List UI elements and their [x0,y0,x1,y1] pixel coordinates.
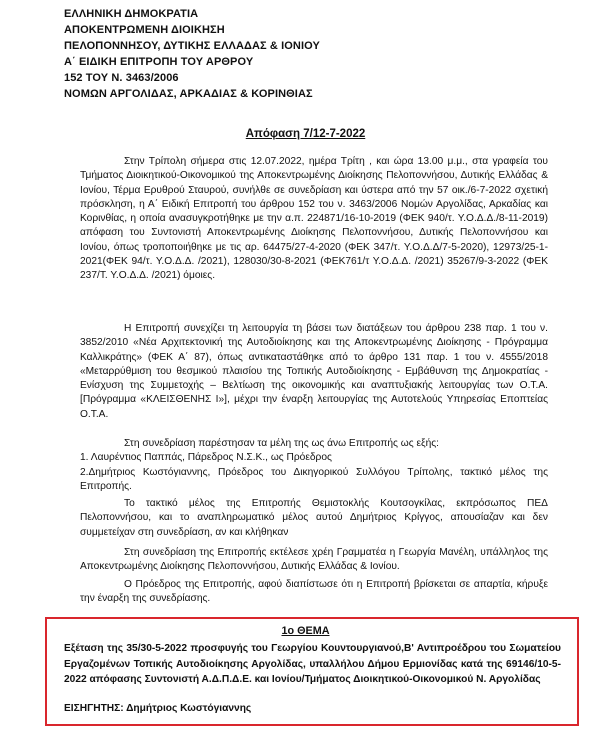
header-line-administration: ΑΠΟΚΕΝΤΡΩΜΕΝΗ ΔΙΟΙΚΗΣΗ [64,24,225,36]
attendee-member-2: 2.Δημήτριος Κωστόγιαννης, Πρόεδρος του Δικηγορικού Συλλόγου Τρίπολης, τακτικό μέλος της Επιτροπής. [80,466,548,492]
paragraph-legal-basis [80,322,548,422]
decision-title: Απόφαση 7/12-7-2022 [245,128,366,140]
header-line-country: ΕΛΛΗΝΙΚΗ ΔΗΜΟΚΡΑΤΙΑ [64,8,199,20]
header-line-regions: ΠΕΛΟΠΟΝΝΗΣΟΥ, ΔΥΤΙΚΗΣ ΕΛΛΑΔΑΣ & ΙΟΝΙΟΥ [64,40,320,52]
paragraph-quorum [80,578,548,607]
paragraph-text: Το τακτικό μέλος της Επιτροπής Θεμιστοκλής Κουτσογκίλας, εκπρόσωπος ΠΕΔ Πελοποννήσου, και το αναπληρωματικό μέλος αυτού Δημήτριος Κρίγγος, απουσίαζαν και δεν συμμετείχαν στη συνεδρίαση, αν και κλήθηκαν [80,498,548,538]
paragraph-text: Ο Πρόεδρος της Επιτροπής, αφού διαπίστωσε ότι η Επιτροπή βρίσκεται σε απαρτία, κήρυξε την έναρξη της συνεδρίασης. [80,579,548,605]
paragraph-secretary [80,546,548,575]
attendee-member-1: 1. Λαυρέντιος Παππάς, Πάρεδρος Ν.Σ.Κ., ως Πρόεδρος [80,452,332,464]
header-line-law: 152 ΤΟΥ Ν. 3463/2006 [64,72,179,84]
paragraph-attendees [80,437,548,494]
paragraph-text: Η Επιτροπή συνεχίζει τη λειτουργία τη βάσει των διατάξεων του άρθρου 238 παρ. 1 του ν. 3852/2010 «Νέα Αρχιτεκτονική της Αυτοδιοίκησης και της Αποκεντρωμένης Διοίκησης - Πρόγραμμα Καλλικράτης» (ΦΕΚ Α΄ 87), όπως αντικαταστάθηκε από το άρθρο 131 παρ. 1 του ν. 4555/2018 «Μεταρρύθμιση του θεσμικού πλαισίου της Τοπικής Αυτοδιοίκησης - Εμβάθυνση της Δημοκρατίας - Ενίσχυση της Συμμετοχής – Βελτίωση της οικονομικής και αναπτυξιακής λειτουργίας των Ο.Τ.Α. [Πρόγραμμα «ΚΛΕΙΣΘΕΝΗΣ Ι»], μέχρι την έναρξη λειτουργίας της Αυτοτελούς Υπηρεσίας Εποπτείας Ο.Τ.Α. [80,323,548,420]
issuing-authority-header [64,6,320,102]
attendees-intro: Στη συνεδρίαση παρέστησαν τα μέλη της ως άνω Επιτροπής ως εξής: [124,438,439,449]
paragraph-absentees [80,497,548,540]
header-line-committee: Α΄ ΕΙΔΙΚΗ ΕΠΙΤΡΟΠΗ ΤΟΥ ΑΡΘΡΟΥ [64,56,254,68]
theme-text: Εξέταση της 35/30-5-2022 προσφυγής του Γεωργίου Κουντουργιανού,Β' Αντιπροέδρου του Σωματείου Εργαζομένων Τοπικής Αυτοδιοίκησης Αργολίδας, υπαλλήλου Δήμου Ερμιονίδας κατά της 69146/10-5-2022 απόφασης Συντονιστή Α.Δ.Π.Δ.Ε. και Ιονίου/Τμήματος Διοικητικού-Οικονομικού Ν. Αργολίδας [64,643,561,685]
header-line-prefectures: ΝΟΜΩΝ ΑΡΓΟΛΙΔΑΣ, ΑΡΚΑΔΙΑΣ & ΚΟΡΙΝΘΙΑΣ [64,88,313,100]
theme-rapporteur: ΕΙΣΗΓΗΤΗΣ: Δημήτριος Κωστόγιαννης [64,703,252,714]
paragraph-text: Στην Τρίπολη σήμερα στις 12.07.2022, ημέρα Τρίτη , και ώρα 13.00 μ.μ., στα γραφεία του Τμήματος Διοικητικού-Οικονομικού της Αποκεντρωμένης Διοίκησης Πελοποννήσου, Δυτικής Ελλάδας & Ιονίου, Τέρμα Ερυθρού Σταυρού, συνήλθε σε συνεδρίαση και ύστερα από την 57 οικ./6-7-2022 σχετική πρόσκληση, η Α΄ Ειδική Επιτροπή του άρθρου 152 του ν. 3463/2006 Νομών Αργολίδας, Αρκαδίας και Κορινθίας, η οποία ανασυγκροτήθηκε με την α.π. 224871/16-10-2019 (ΦΕΚ 940/τ. Υ.Ο.Δ.Δ./8-11-2019) απόφαση του Συντονιστή Αποκεντρωμένης Διοίκησης Πελοποννήσου, Δυτικής Πελοποννήσου και Ιονίου, όπως τροποποιήθηκε με τις αρ. 64475/27-4-2020 (ΦΕΚ 347/τ. Υ.Ο.Δ.Δ/7-5-2020), 12973/25-1-2021(ΦΕΚ 94/τ. Υ.Ο.Δ.Δ. /2021), 128030/30-8-2021 (ΦΕΚ761/τ Υ.Ο.Δ.Δ. /2021) 35267/9-3-2022 (ΦΕΚ 237/Τ. Υ.Ο.Δ.Δ. /2021) όμοιες. [80,156,548,282]
theme-description [64,641,561,688]
paragraph-text: Στη συνεδρίαση της Επιτροπής εκτέλεσε χρέη Γραμματέα η Γεωργία Μανέλη, υπάλληλος της Αποκεντρωμένης Διοίκησης Πελοποννήσου, Δυτικής Ελλάδας & Ιονίου. [80,547,548,573]
theme-title: 1ο ΘΕΜΑ [281,625,330,637]
paragraph-session-opening [80,155,548,284]
